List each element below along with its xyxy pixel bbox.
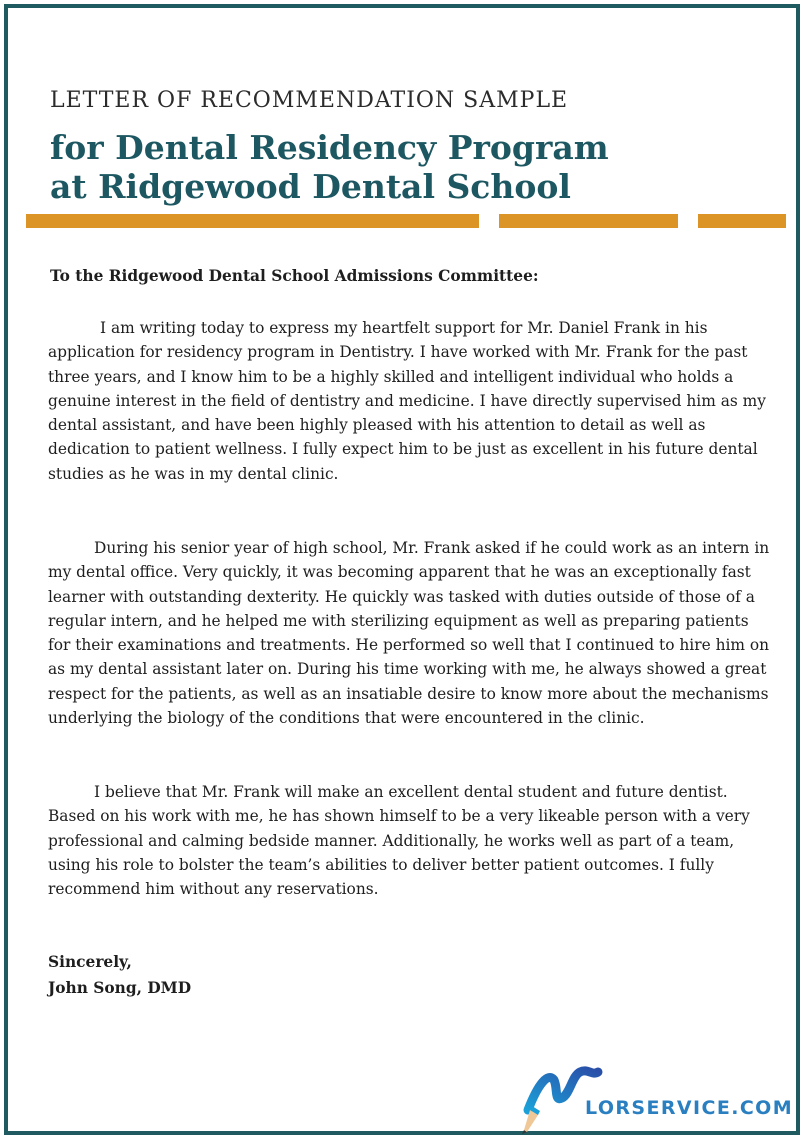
closing-block [48,949,191,1001]
body-paragraph-1: I am writing today to express my heartfelt support for Mr. Daniel Frank in his application for residency program in Dentistry. I have worked with Mr. Frank for the past three years, and I know him to be a highly skilled and intelligent individual who holds a genuine interest in the field of dentistry and medicine. I have directly supervised him as my dental assistant, and have been highly pleased with his attention to detail as well as dedication to patient wellness. I fully expect him to be just as excellent in his future dental studies as he was in my dental clinic. [48,319,766,483]
closing-phrase: Sincerely, [48,953,132,971]
title-line-1: for Dental Residency Program [50,128,609,167]
accent-bar-right [698,214,786,228]
salutation: To the Ridgewood Dental School Admissions Committee: [50,267,539,285]
title-line-2: at Ridgewood Dental School [50,167,571,206]
document-subtitle: LETTER OF RECOMMENDATION SAMPLE [50,88,569,113]
lorservice-logo [518,1058,794,1138]
signature-name: John Song, DMD [48,979,192,997]
accent-bar-middle [499,214,678,228]
document-title [50,128,609,206]
body-paragraph-3: I believe that Mr. Frank will make an excellent dental student and future dentist. Based on his work with me, he has shown himself to be a very likeable person with a very professional and calming bedside manner. Additionally, he works well as part of a team, using his role to bolster the team’s abilities to deliver better patient outcomes. I fully recommend him without any reservations. [48,783,750,899]
accent-bar-left [26,214,479,228]
logo-text[interactable]: LORSERVICE.COM [585,1097,794,1119]
body-paragraph-2: During his senior year of high school, Mr. Frank asked if he could work as an intern in my dental office. Very quickly, it was becoming apparent that he was an exceptionally fast learner with outstanding dexterity. He quickly was tasked with duties outside of those of a regular intern, and he helped me with sterilizing equipment as well as preparing patients for their examinations and treatments. He performed so well that I continued to hire him on as my dental assistant later on. During his time working with me, he always showed a great respect for the patients, as well as an insatiable desire to know more about the mechanisms underlying the biology of the conditions that were encountered in the clinic. [48,539,770,728]
